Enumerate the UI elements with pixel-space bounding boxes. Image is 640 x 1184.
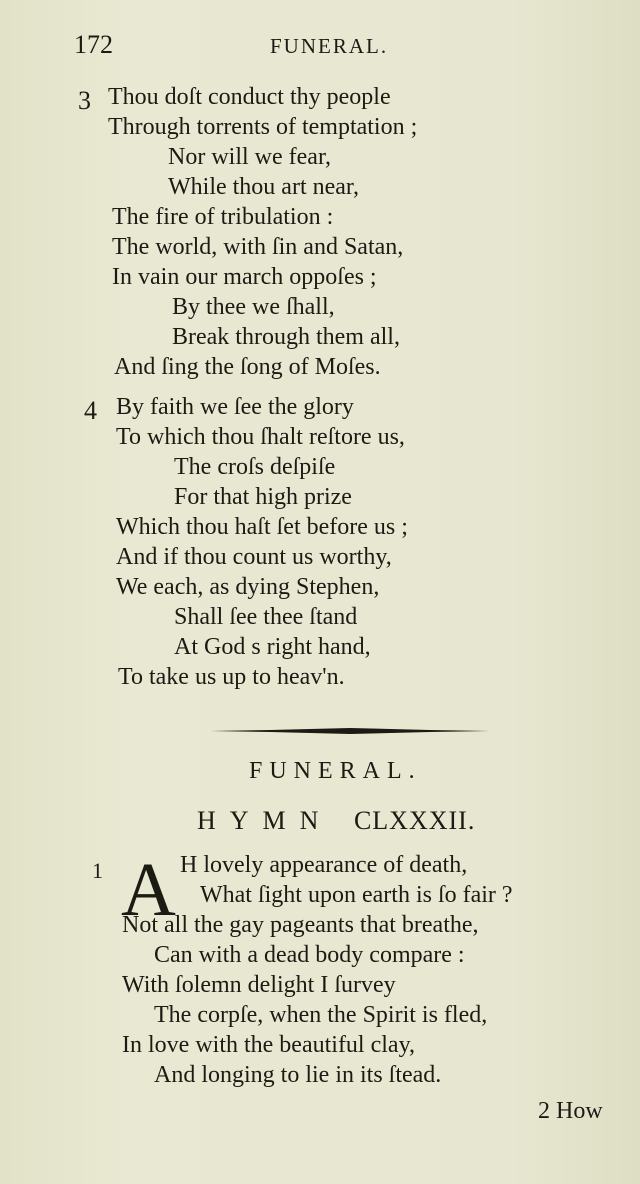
verse-line: While thou art near, <box>168 174 359 200</box>
verse-line: By thee we ſhall, <box>172 294 335 320</box>
verse-line: The world, with ſin and Satan, <box>112 234 404 260</box>
verse-line: We each, as dying Stephen, <box>116 574 380 600</box>
verse-line: To take us up to heav'n. <box>118 664 345 690</box>
verse-line: H lovely appearance of death, <box>180 852 468 878</box>
verse-line: The croſs deſpiſe <box>174 454 336 480</box>
drop-cap: A <box>121 848 176 932</box>
catchword: 2 How <box>538 1098 603 1124</box>
verse-line: The corpſe, when the Spirit is fled, <box>154 1002 488 1028</box>
verse-line: The fire of tribulation : <box>112 204 334 230</box>
verse-line: Not all the gay pageants that breathe, <box>122 912 479 938</box>
verse-line: To which thou ſhalt reſtore us, <box>116 424 405 450</box>
hymn-number: CLXXXII. <box>353 806 476 835</box>
verse-number: 3 <box>78 86 91 115</box>
hymn-word: HYMN <box>197 806 333 835</box>
page-number: 172 <box>74 30 113 59</box>
verse-number: 4 <box>84 396 97 425</box>
verse-line: And longing to lie in its ſtead. <box>154 1062 442 1088</box>
verse-number: 1 <box>92 858 103 883</box>
verse-line: Break through them all, <box>172 324 400 350</box>
verse-line: By faith we ſee the glory <box>116 394 354 420</box>
verse-line: Shall ſee thee ſtand <box>174 604 358 630</box>
section-title: FUNERAL. <box>249 758 422 784</box>
verse-line: Through torrents of temptation ; <box>108 114 418 140</box>
verse-line: At God s right hand, <box>174 634 371 660</box>
verse-line: For that high prize <box>174 484 352 510</box>
ornamental-rule <box>210 727 490 735</box>
verse-line: And ſing the ſong of Moſes. <box>114 354 381 380</box>
verse-line: Can with a dead body compare : <box>154 942 465 968</box>
verse-line: And if thou count us worthy, <box>116 544 392 570</box>
verse-line: Nor will we fear, <box>168 144 331 170</box>
verse-line: Which thou haſt ſet before us ; <box>116 514 408 540</box>
running-head: FUNERAL. <box>270 34 389 58</box>
verse-line: Thou doſt conduct thy people <box>108 84 391 110</box>
hymn-heading <box>197 806 475 836</box>
page-header <box>74 30 554 66</box>
verse-line: In vain our march oppoſes ; <box>112 264 377 290</box>
verse-line: With ſolemn delight I ſurvey <box>122 972 396 998</box>
verse-line: In love with the beautiful clay, <box>122 1032 416 1058</box>
verse-line: What ſight upon earth is ſo fair ? <box>200 882 513 908</box>
